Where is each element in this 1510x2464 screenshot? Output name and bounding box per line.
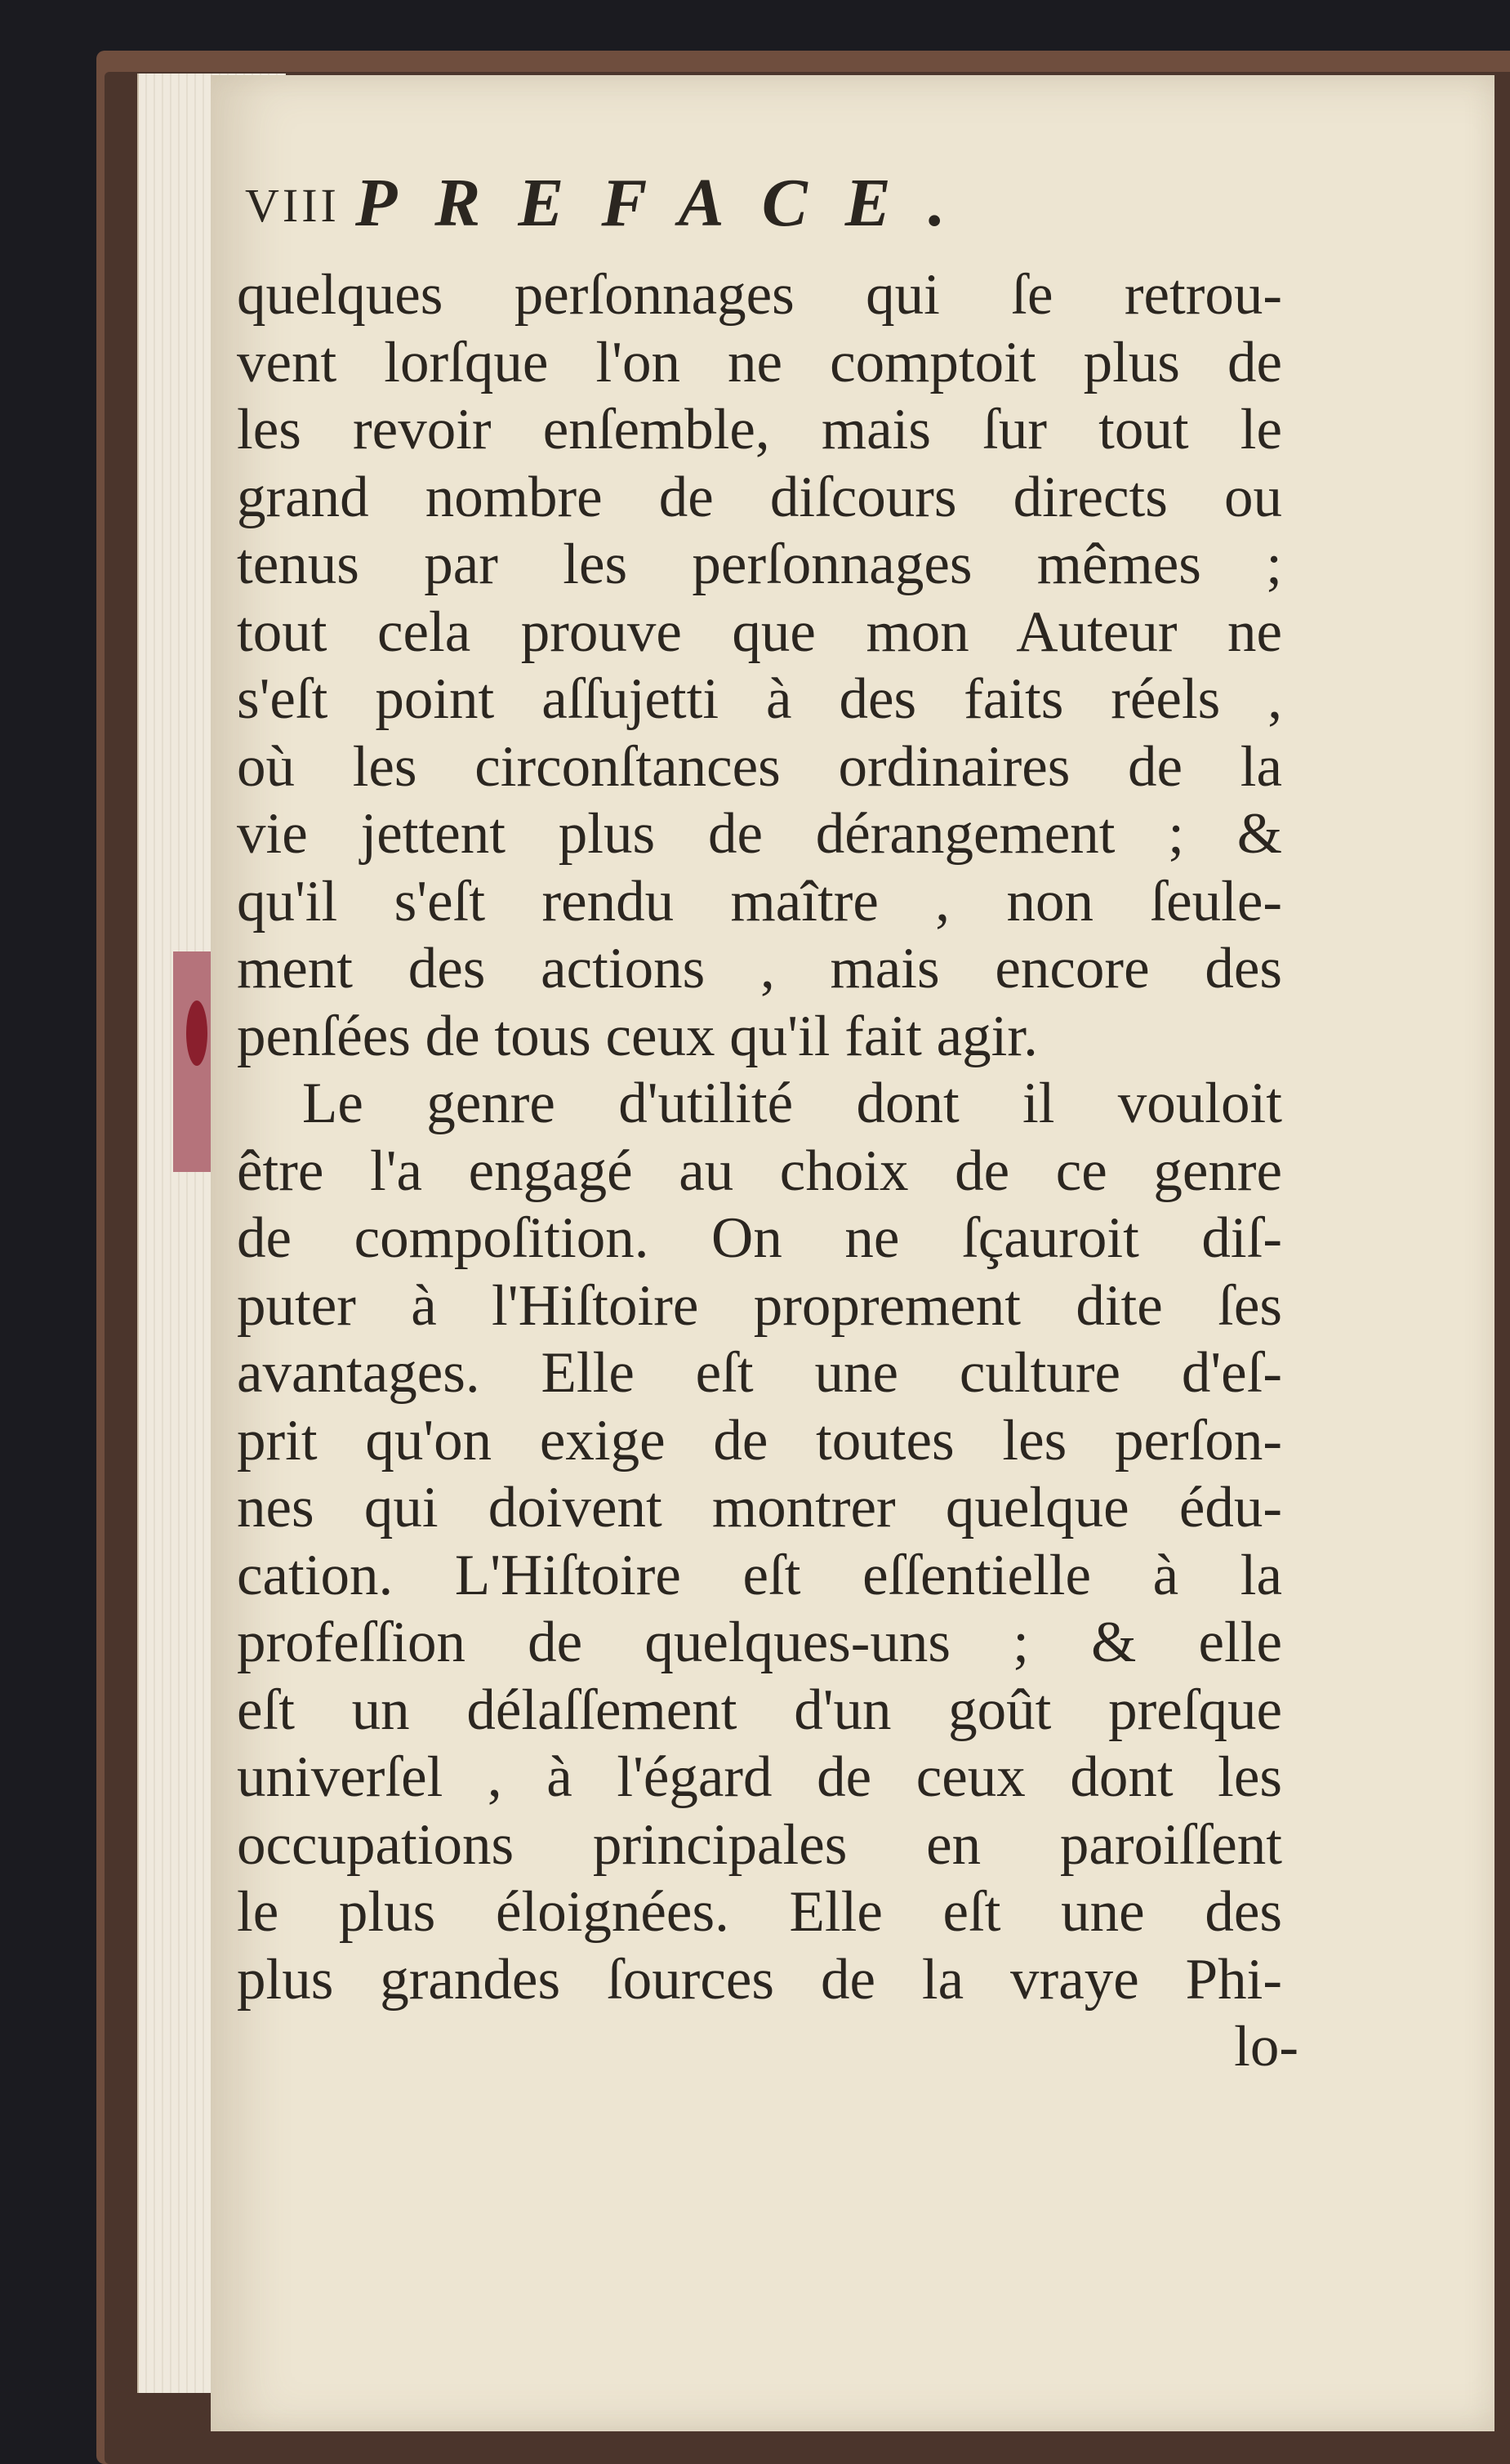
text-line: plus grandes ſources de la vraye Phi- xyxy=(237,1947,1282,2012)
text-line: vie jettent plus de dérangement ; & xyxy=(237,802,1282,866)
text-line: le plus éloignées. Elle eſt une des xyxy=(237,1880,1282,1944)
text-line: prit qu'on exige de toutes les perſon- xyxy=(237,1408,1282,1473)
red-stain-mark xyxy=(186,1000,207,1066)
text-line: Le genre d'utilité dont il vouloit xyxy=(302,1072,1282,1135)
page-number: VIII xyxy=(245,179,340,232)
text-line: les revoir enſemble, mais ſur tout le xyxy=(237,398,1282,461)
text-line: avantages. Elle eſt une culture d'eſ- xyxy=(237,1341,1282,1405)
text-line: grand nombre de diſcours directs ou xyxy=(237,465,1282,529)
catchword: lo- xyxy=(1234,2015,1298,2079)
text-line: eſt un délaſſement d'un goût preſque xyxy=(237,1678,1282,1742)
text-line: vent lorſque l'on ne comptoit plus de xyxy=(237,330,1282,394)
running-title: PREFACE. xyxy=(355,165,983,241)
text-line: de compoſition. On ne ſçauroit diſ- xyxy=(237,1206,1282,1270)
text-line: quelques perſonnages qui ſe retrou- xyxy=(237,263,1282,327)
text-line: cation. L'Hiſtoire eſt eſſentielle à la xyxy=(237,1543,1282,1607)
text-line: puter à l'Hiſtoire proprement dite ſes xyxy=(237,1273,1282,1338)
text-line: tout cela prouve que mon Auteur ne xyxy=(237,599,1282,664)
text-line: qu'il s'eſt rendu maître , non ſeule- xyxy=(237,869,1282,933)
text-line: penſées de tous ceux qu'il fait agir. xyxy=(237,1004,1038,1068)
text-line: être l'a engagé au choix de ce genre xyxy=(237,1138,1282,1203)
text-line: ment des actions , mais encore des xyxy=(237,937,1282,1000)
text-line: profeſſion de quelques-uns ; & elle xyxy=(237,1611,1282,1674)
page-text xyxy=(237,163,1298,2081)
page-header xyxy=(237,163,1282,245)
text-line: s'eſt point aſſujetti à des faits réels , xyxy=(237,667,1282,731)
text-line: tenus par les perſonnages mêmes ; xyxy=(237,532,1282,596)
text-line: occupations principales en paroiſſent xyxy=(237,1812,1282,1877)
text-line: où les circonſtances ordinaires de la xyxy=(237,734,1282,799)
text-line: univerſel , à l'égard de ceux dont les xyxy=(237,1745,1282,1809)
text-line: nes qui doivent montrer quelque édu- xyxy=(237,1476,1282,1539)
